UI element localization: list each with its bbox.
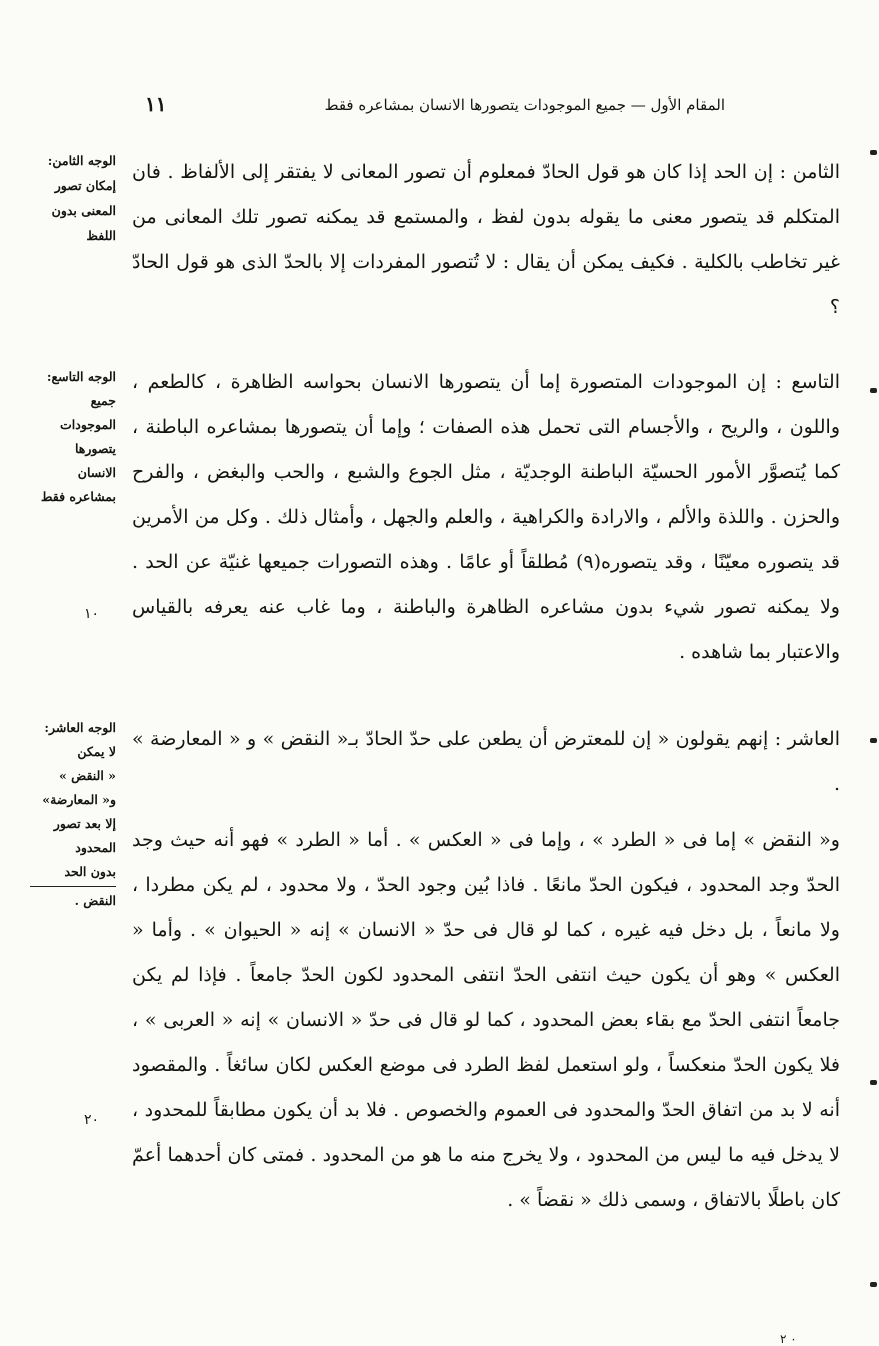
side-note-line: الوجه العاشر:: [44, 720, 116, 735]
paragraph-ninth: التاسع : إن الموجودات المتصورة إما أن يتصورها الانسان بحواسه الظاهرة ، كالطعم ، واللون ، والريح ، والأجسام التى تحمل هذه الصفات ؛ وإما أن يتصورها بمشاعره الباطنة ، كما يُتصوَّر الأمور الحسيّة الباطنة الوجديّة ، مثل الجوع والشبع ، والحب والبغض ، والفرح والحزن . واللذة والألم ، والارادة والكراهية ، والعلم والجهل ، وأمثال ذلك . وكل من الأمرين قد يتصوره معيّنًا ، وقد يتصوره(٩) مُطلقاً أو عامًا . وهذه التصورات جميعها غنيّة عن الحد . ولا يمكنه تصور شيء بدون مشاعره الظاهرة والباطنة ، وما غاب عنه يعرفه بالقياس والاعتبار بما شاهده .: [132, 371, 841, 663]
line-number-20: ٢٠: [84, 1112, 100, 1128]
paragraph-naqd: و« النقض » إما فى « الطرد » ، وإما فى « العكس » . أما « الطرد » فهو أنه حيث وجد الحدّ وجد المحدود ، فيكون الحدّ مانعًا . فاذا بُين وجود الحدّ ، ولا محدود ، لم يكن مطردا ، ولا مانعاً ، بل دخل فيه غيره ، كما لو قال فى حدّ « الانسان » إنه « الحيوان » . وأما « العكس » وهو أن يكون حيث انتفى الحدّ انتفى المحدود لكون الحدّ جامعاً . فإذا لم يكن جامعاً انتفى الحدّ مع بقاء بعض المحدود ، كما لو قال فى حدّ « الانسان » إنه « العربى » ، فلا يكون الحدّ منعكساً ، ولو استعمل لفظ الطرد فى موضع العكس لكان سائغاً . والمقصود أنه لا بد من اتفاق الحدّ والمحدود فى العموم والخصوص . فلا بد أن يكون مطابقاً للمحدود ، لا يدخل فيه ما ليس من المحدود ، ولا يخرج منه ما هو من المحدود . فمتى كان أحدهما أعمّ كان باطلًا بالاتفاق ، وسمى ذلك « نقضاً » .: [132, 829, 840, 1211]
margin-mark: [870, 738, 877, 743]
side-note-tenth: [24, 716, 116, 913]
side-note-divider: [30, 886, 116, 887]
side-note-line: اللفظ: [86, 228, 116, 243]
margin-mark: [870, 388, 877, 393]
side-note-line: الوجه الثامن:: [47, 153, 116, 168]
side-note-line: إمكان تصور: [54, 178, 116, 193]
side-note-line: الانسان: [77, 465, 116, 480]
side-note-line: بدون الحد: [64, 864, 116, 879]
side-note-eighth: [24, 148, 116, 248]
paragraph-eighth: الثامن : إن الحد إذا كان هو قول الحادّ فمعلوم أن تصور المعانى لا يفتقر إلى الألفاظ . فان المتكلم قد يتصور معنى ما يقوله بدون لفظ ، والمستمع قد يمكنه تصور تلك المعانى من غير تخاطب بالكلية . فكيف يمكن أن يقال : لا تُتصور المفردات إلا بالحدّ الذى هو قول الحادّ ؟: [132, 161, 840, 318]
side-note-line: إلا بعد تصور: [53, 816, 116, 831]
side-note-line: يتصورها: [75, 441, 116, 456]
side-note-line: بمشاعره فقط: [40, 489, 116, 504]
side-note-line: المحدود: [75, 840, 116, 855]
line-number-10: ١٠: [84, 606, 100, 622]
side-note-line: لا يمكن: [77, 744, 116, 759]
margin-mark: [870, 1282, 877, 1287]
paragraph-tenth: العاشر : إنهم يقولون « إن للمعترض أن يطعن على حدّ الحادّ بـ« النقض » و « المعارضة » .: [132, 728, 840, 795]
side-note-line: « النقض »: [58, 768, 116, 783]
margin-mark: [870, 150, 877, 155]
side-note-line: جميع: [90, 393, 116, 408]
side-note-ninth: [24, 365, 116, 509]
page-header: [145, 92, 725, 122]
side-note-line: و« المعارضة»: [42, 792, 116, 807]
page-number: ١١: [145, 92, 167, 116]
footer-mark: ٠ ٢: [780, 1332, 797, 1346]
side-note-line: الوجه التاسع:: [46, 369, 116, 384]
side-note-line: الموجودات: [60, 417, 116, 432]
margin-mark: [870, 1080, 877, 1085]
side-note-line: النقض .: [74, 893, 116, 908]
running-title: المقام الأول — جميع الموجودات يتصورها الانسان بمشاعره فقط: [324, 96, 725, 114]
side-note-line: المعنى بدون: [51, 203, 116, 218]
